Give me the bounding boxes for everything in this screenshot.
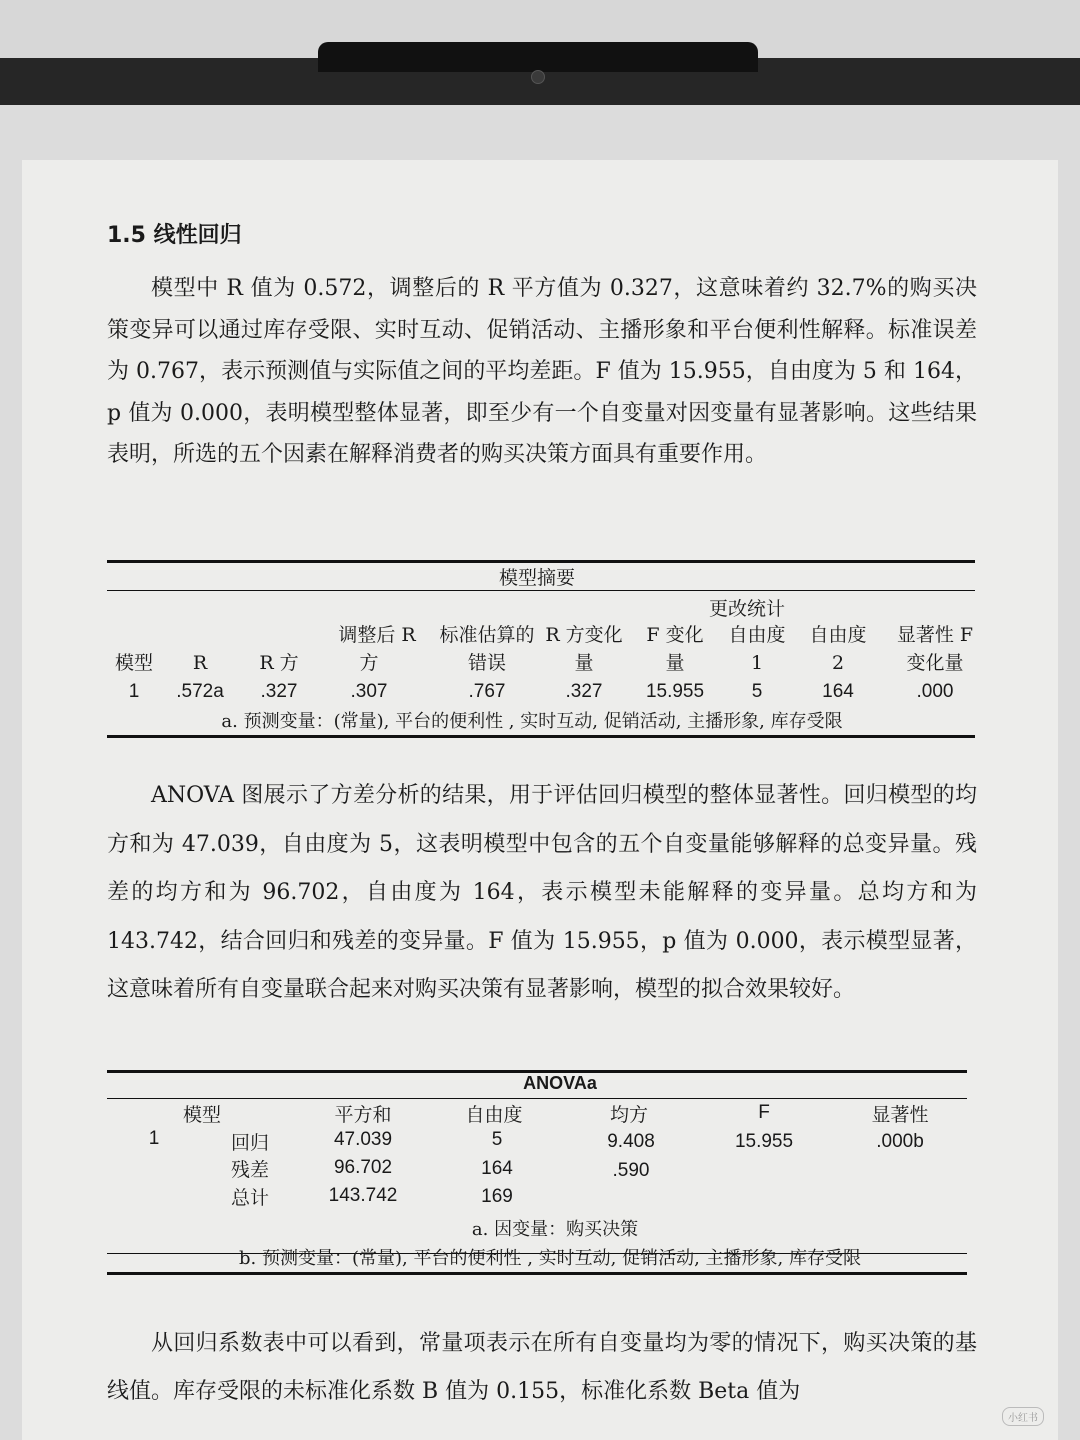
section-heading: 1.5 线性回归 bbox=[107, 223, 242, 248]
footnote-dependent: a. 因变量：购买决策 bbox=[471, 1219, 639, 1240]
model-summary-table bbox=[107, 560, 975, 738]
col-header-df1-line2: 1 bbox=[750, 652, 764, 674]
group-header-change-stats: 更改统计 bbox=[708, 598, 786, 620]
col-header-adj-r: 调整后 R bbox=[338, 624, 416, 646]
col-header-r-square: R 方 bbox=[259, 652, 299, 674]
col-header-adj-r-line2: 方 bbox=[359, 652, 379, 674]
cell-r: .572a bbox=[176, 681, 224, 702]
watermark-logo: 小红书 bbox=[1002, 1407, 1044, 1426]
cell-ms-regression: 9.408 bbox=[607, 1131, 655, 1152]
col-header-se-line2: 错误 bbox=[467, 652, 507, 674]
col-header-model: 模型 bbox=[182, 1104, 222, 1126]
cell-df2: 164 bbox=[822, 681, 854, 702]
cell-std-error: .767 bbox=[468, 681, 506, 702]
col-header-sig: 显著性 F bbox=[896, 624, 974, 646]
table-title-rule bbox=[107, 1098, 967, 1099]
cell-adj-r-square: .307 bbox=[350, 681, 388, 702]
col-header-df: 自由度 bbox=[465, 1104, 523, 1126]
cell-df-residual: 164 bbox=[481, 1158, 513, 1179]
table-title: 模型摘要 bbox=[498, 567, 576, 589]
col-header-rsq-change: R 方变化 bbox=[545, 624, 623, 646]
paragraph-model-fit: 模型中 R 值为 0.572，调整后的 R 平方值为 0.327，这意味着约 32.7%的购买决策变异可以通过库存受限、实时互动、促销活动、主播形象和平台便利性解释。标准误差为 0.767，表示预测值与实际值之间的平均差距。F 值为 15.955，自由度为 5 和 164，p 值为 0.000，表明模型整体显著，即至少有一个自变量对因变量有显著影响。这些结果表明，所选的五个因素在解释消费者的购买决策方面具有重要作用。 bbox=[107, 276, 977, 467]
col-header-df2-line2: 2 bbox=[831, 652, 845, 674]
col-header-model: 模型 bbox=[114, 652, 154, 674]
col-header-df1: 自由度 bbox=[728, 624, 786, 646]
cell-ms-residual: .590 bbox=[612, 1160, 650, 1181]
cell-ss-residual: 96.702 bbox=[333, 1157, 393, 1178]
footnote-predictors: b. 预测变量：(常量), 平台的便利性 , 实时互动, 促销活动, 主播形象, 库存受限 bbox=[239, 1248, 861, 1269]
document-page bbox=[22, 160, 1058, 1440]
cell-rsq-change: .327 bbox=[565, 681, 603, 702]
col-header-f-change-line2: 量 bbox=[665, 652, 685, 674]
col-header-se: 标准估算的 bbox=[439, 624, 535, 646]
anova-table bbox=[107, 1070, 967, 1275]
cell-df-total: 169 bbox=[481, 1186, 513, 1207]
col-header-sig-line2: 变化量 bbox=[906, 652, 964, 674]
table-bottom-rule bbox=[107, 1272, 967, 1275]
col-header-f-change: F 变化 bbox=[646, 624, 704, 646]
cell-f-regression: 15.955 bbox=[734, 1131, 794, 1152]
table-title-rule bbox=[107, 590, 975, 591]
cell-model-number: 1 bbox=[148, 1128, 160, 1149]
table-title: ANOVAa bbox=[523, 1073, 597, 1093]
cell-df-regression: 5 bbox=[491, 1129, 503, 1150]
cell-f-change: 15.955 bbox=[645, 681, 705, 702]
cell-sig: .000 bbox=[916, 681, 954, 702]
table-footnote: a. 预测变量：(常量), 平台的便利性 , 实时互动, 促销活动, 主播形象, 库存受限 bbox=[221, 711, 843, 732]
table-bottom-rule bbox=[107, 735, 975, 738]
paragraph-anova: ANOVA 图展示了方差分析的结果，用于评估回归模型的整体显著性。回归模型的均方和为 47.039，自由度为 5，这表明模型中包含的五个自变量能够解释的总变异量。残差的均方和为 96.702，自由度为 164，表示模型未能解释的变异量。总均方和为 143.742，结合回归和残差的变异量。F 值为 15.955，p 值为 0.000，表示模型显著，这意味着所有自变量联合起来对购买决策有显著影响，模型的拟合效果较好。 bbox=[107, 783, 977, 1002]
cell-ss-regression: 47.039 bbox=[333, 1129, 393, 1150]
col-header-sum-squares: 平方和 bbox=[334, 1104, 392, 1126]
row-label-residual: 残差 bbox=[230, 1159, 270, 1181]
paragraph-coefficients: 从回归系数表中可以看到，常量项表示在所有自变量均为零的情况下，购买决策的基线值。库存受限的未标准化系数 B 值为 0.155，标准化系数 Beta 值为 bbox=[107, 1331, 977, 1404]
cell-model: 1 bbox=[128, 681, 140, 702]
cell-df1: 5 bbox=[751, 681, 763, 702]
cell-sig-regression: .000b bbox=[876, 1131, 924, 1152]
col-header-sig: 显著性 bbox=[871, 1104, 929, 1126]
col-header-f: F bbox=[758, 1102, 770, 1123]
cell-ss-total: 143.742 bbox=[328, 1185, 398, 1206]
col-header-rsq-change-line2: 量 bbox=[574, 652, 594, 674]
col-header-r: R bbox=[192, 652, 208, 674]
camera-icon bbox=[531, 70, 545, 84]
camera-notch bbox=[318, 42, 758, 72]
cell-r-square: .327 bbox=[260, 681, 298, 702]
col-header-df2: 自由度 bbox=[809, 624, 867, 646]
row-label-total: 总计 bbox=[230, 1187, 270, 1209]
col-header-mean-square: 均方 bbox=[609, 1104, 649, 1126]
row-label-regression: 回归 bbox=[230, 1132, 270, 1154]
device-bezel bbox=[0, 0, 1080, 105]
